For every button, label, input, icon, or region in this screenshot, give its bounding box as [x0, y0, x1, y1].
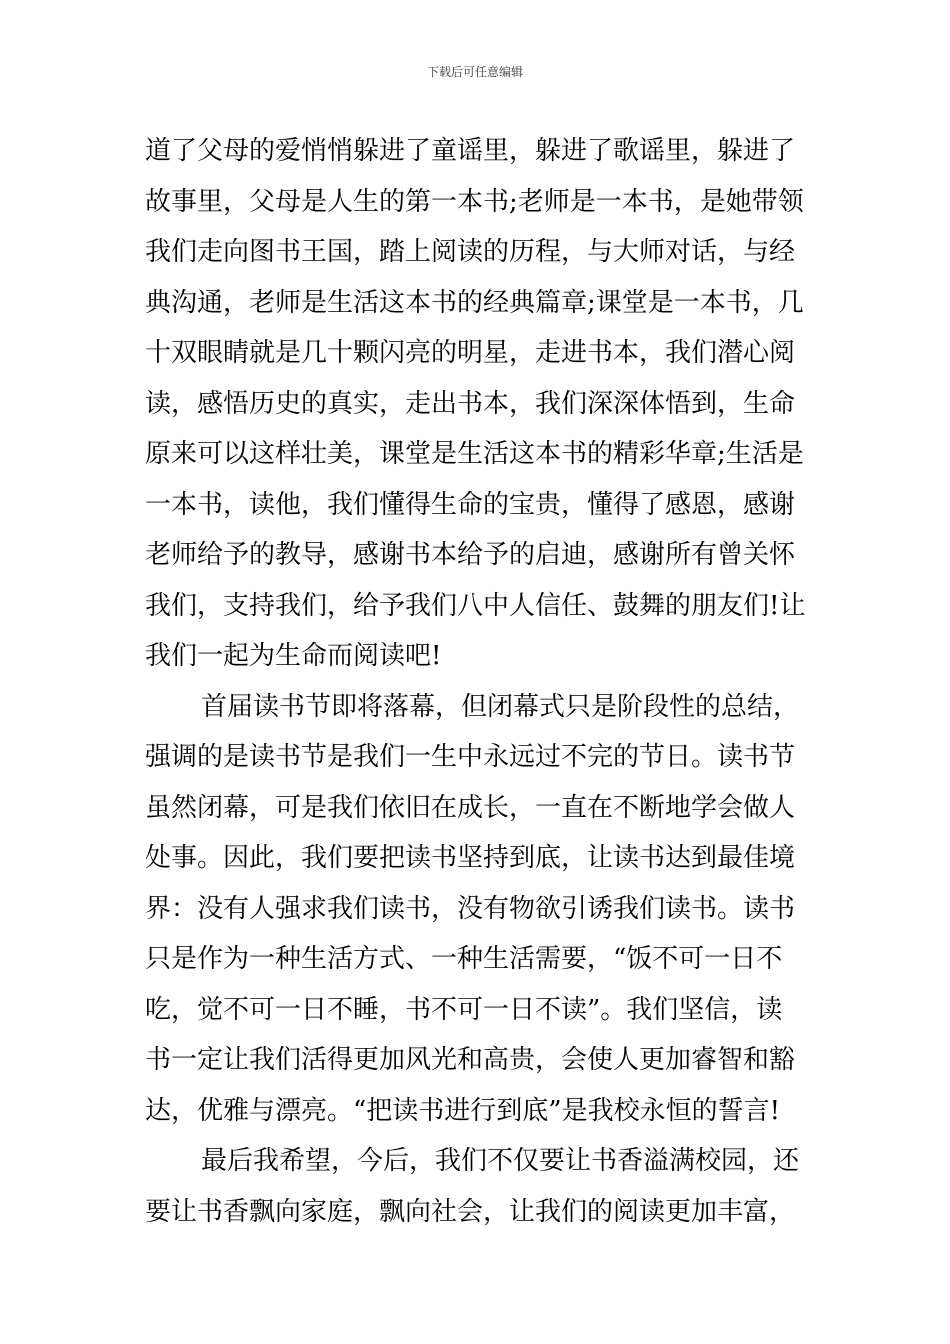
text-line: 我们，支持我们，给予我们八中人信任、鼓舞的朋友们!让 — [145, 590, 806, 621]
text-line: 强调的是读书节是我们一生中永远过不完的节日。读书节 — [145, 742, 796, 772]
text-line: 原来可以这样壮美，课堂是生活这本书的精彩华章;生活是 — [145, 439, 804, 469]
text-line: 老师给予的教导，感谢书本给予的启迪，感谢所有曾关怀 — [145, 540, 796, 570]
text-line: 道了父母的爱悄悄躲进了童谣里，躲进了歌谣里，躲进了 — [145, 136, 796, 166]
page-header: 下载后可任意编辑 — [426, 65, 523, 79]
text-line: 十双眼睛就是几十颗闪亮的明星，走进书本，我们潜心阅 — [145, 338, 796, 368]
text-line: 达，优雅与漂亮。“把读书进行到底”是我校永恒的誓言! — [145, 1095, 781, 1126]
text-line: 典沟通，老师是生活这本书的经典篇章;课堂是一本书，几 — [145, 287, 804, 318]
text-line: 要让书香飘向家庭，飘向社会，让我们的阅读更加丰富， — [145, 1196, 796, 1227]
document-body — [145, 126, 807, 1237]
paragraph-first-line: 首届读书节即将落幕，但闭幕式只是阶段性的总结， — [201, 691, 800, 722]
text-line: 界：没有人强求我们读书，没有物欲引诱我们读书。读书 — [145, 893, 796, 924]
text-line: 我们一起为生命而阅读吧! — [145, 641, 442, 671]
text-line: 我们走向图书王国，踏上阅读的历程，与大师对话，与经 — [145, 237, 796, 267]
text-line: 只是作为一种生活方式、一种生活需要，“饭不可一日不 — [145, 944, 783, 974]
text-line: 吃，觉不可一日不睡，书不可一日不读”。我们坚信，读 — [145, 994, 783, 1025]
text-line: 虽然闭幕，可是我们依旧在成长，一直在不断地学会做人 — [145, 792, 796, 823]
text-line: 一本书，读他，我们懂得生命的宝贵，懂得了感恩，感谢 — [145, 489, 796, 520]
text-line: 书一定让我们活得更加风光和高贵，会使人更加睿智和豁 — [145, 1045, 796, 1075]
text-line: 读，感悟历史的真实，走出书本，我们深深体悟到，生命 — [145, 388, 796, 419]
text-line: 处事。因此，我们要把读书坚持到底，让读书达到最佳境 — [145, 843, 796, 873]
text-line: 故事里，父母是人生的第一本书;老师是一本书，是她带领 — [145, 186, 804, 217]
paragraph-first-line: 最后我希望，今后，我们不仅要让书香溢满校园，还 — [201, 1146, 800, 1176]
